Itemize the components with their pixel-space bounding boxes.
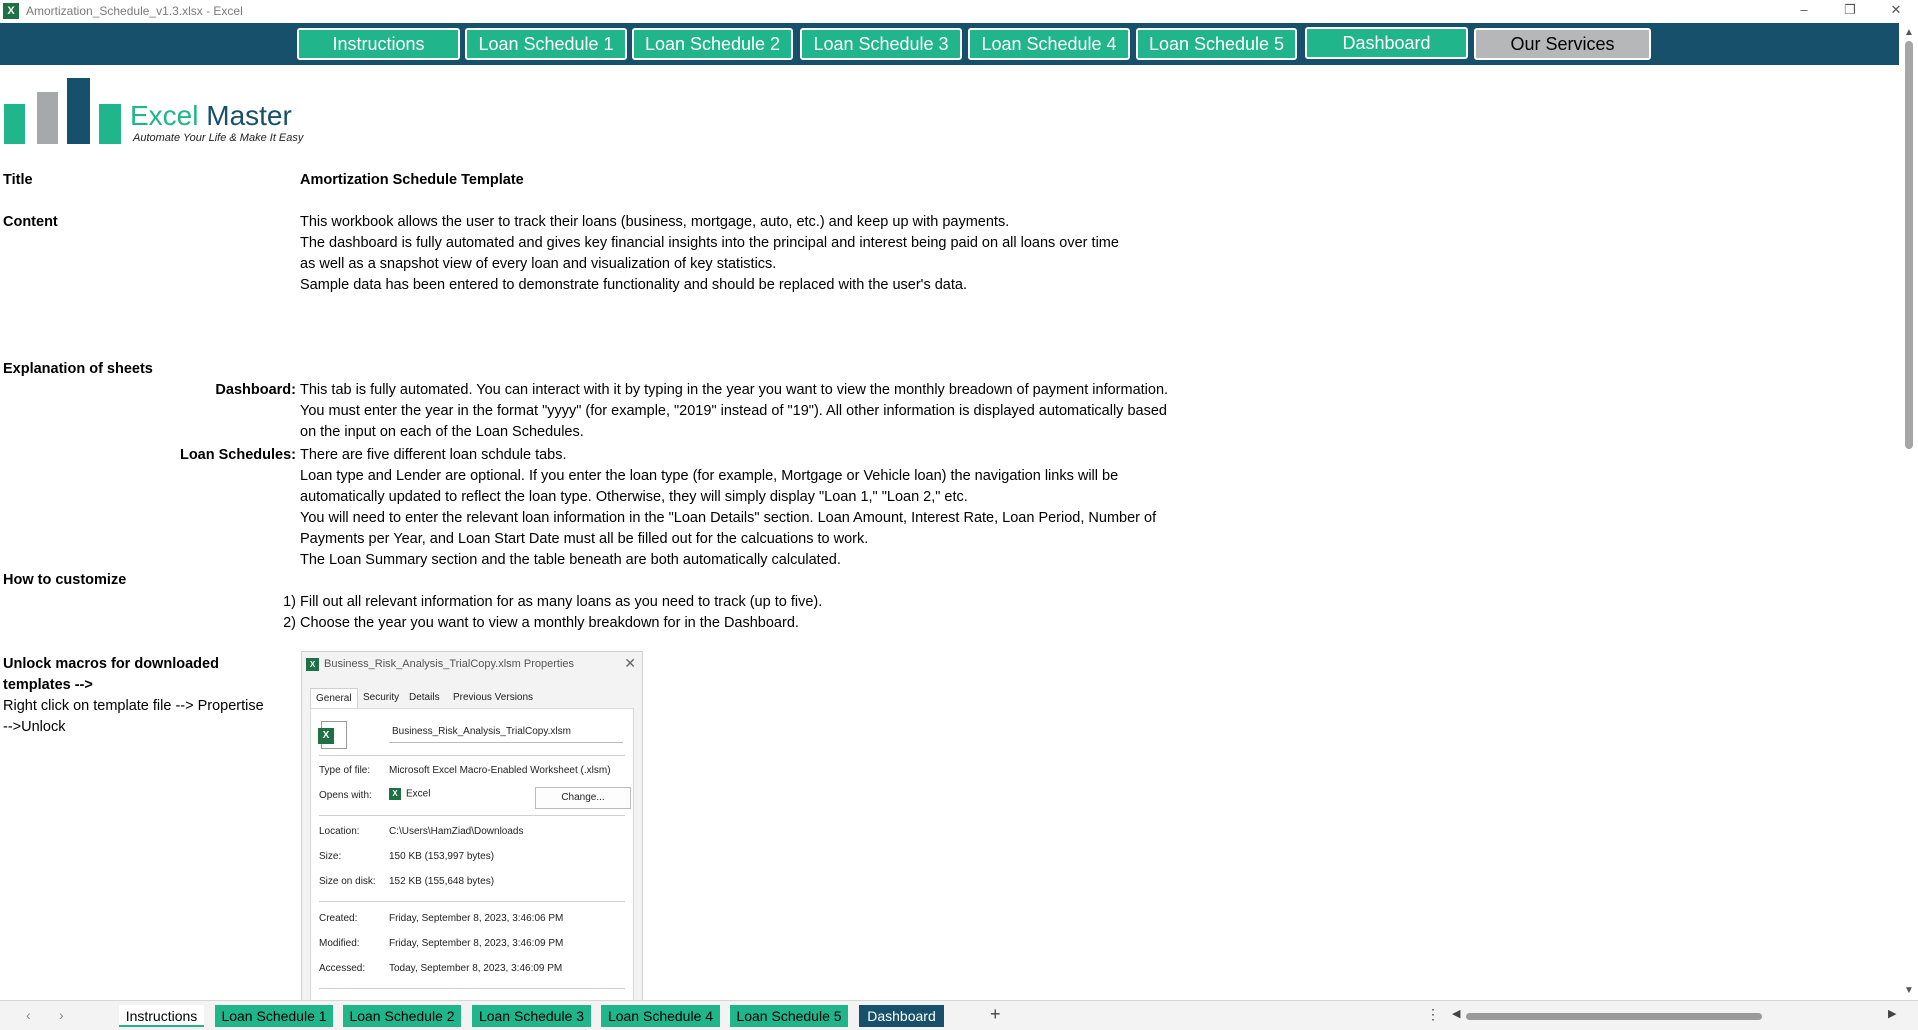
- logo-bar-icon: [99, 104, 121, 144]
- navigation-bar: [0, 23, 1899, 65]
- dashboard-line: You must enter the year in the format "yyyy" (for example, "2019" instead of "19"). All other information is displayed automatically based: [300, 403, 1167, 419]
- dialog-accessed-label: Accessed:: [319, 963, 366, 974]
- dialog-tab-security: Security: [363, 692, 400, 703]
- customize-step-number: 1): [283, 594, 296, 610]
- dialog-created-label: Created:: [319, 913, 358, 924]
- dialog-panel: [310, 708, 634, 1000]
- logo-brand-text: [130, 100, 292, 132]
- sheet-tab-loan-schedule-3[interactable]: Loan Schedule 3: [472, 1005, 591, 1027]
- next-sheet-icon[interactable]: ›: [59, 1007, 64, 1023]
- nav-instructions-button[interactable]: Instructions: [297, 28, 460, 60]
- title-label: Title: [3, 172, 33, 188]
- customize-step-text: Fill out all relevant information for as many loans as you need to track (up to five).: [300, 594, 823, 610]
- excel-file-icon: X: [321, 721, 347, 749]
- dashboard-line: on the input on each of the Loan Schedules.: [300, 424, 584, 440]
- dialog-disk-value: 152 KB (155,648 bytes): [389, 876, 495, 887]
- explanation-label: Explanation of sheets: [3, 361, 153, 377]
- nav-dashboard-button[interactable]: Dashboard: [1305, 27, 1468, 59]
- loan-schedules-line: There are five different loan schdule tabs.: [300, 447, 567, 463]
- unlock-instruction: -->Unlock: [3, 719, 66, 735]
- sheet-tab-loan-schedule-2[interactable]: Loan Schedule 2: [343, 1005, 461, 1027]
- nav-loan-schedule-5-button[interactable]: Loan Schedule 5: [1136, 28, 1297, 60]
- more-options-icon[interactable]: ⋮: [1426, 1006, 1440, 1022]
- dialog-type-label: Type of file:: [319, 765, 371, 776]
- excel-icon: X: [389, 788, 401, 800]
- logo-tagline: Automate Your Life & Make It Easy: [133, 132, 304, 144]
- window-title: Amortization_Schedule_v1.3.xlsx - Excel: [26, 4, 243, 18]
- nav-loan-schedule-3-button[interactable]: Loan Schedule 3: [800, 28, 962, 60]
- dialog-tab-general: General: [310, 688, 358, 708]
- excel-icon: X: [3, 3, 19, 19]
- dialog-divider: [319, 815, 625, 816]
- dialog-disk-label: Size on disk:: [319, 876, 376, 887]
- dialog-created-value: Friday, September 8, 2023, 3:46:06 PM: [389, 913, 564, 924]
- dialog-divider: [319, 901, 625, 902]
- dialog-opens-value: [389, 788, 430, 800]
- content-line: as well as a snapshot view of every loan and visualization of key statistics.: [300, 256, 777, 272]
- restore-button[interactable]: ❐: [1844, 2, 1856, 17]
- dashboard-label: Dashboard:: [215, 382, 296, 398]
- logo-bar-icon: [37, 92, 58, 144]
- scroll-up-icon[interactable]: ▲: [1904, 27, 1914, 38]
- content-line: Sample data has been entered to demonstrate functionality and should be replaced with the user's data.: [300, 277, 967, 293]
- sheet-tab-dashboard[interactable]: Dashboard: [859, 1005, 944, 1027]
- scroll-left-icon[interactable]: ◀: [1452, 1008, 1461, 1020]
- dialog-modified-value: Friday, September 8, 2023, 3:46:09 PM: [389, 938, 564, 949]
- nav-loan-schedule-2-button[interactable]: Loan Schedule 2: [632, 28, 793, 60]
- close-button[interactable]: ✕: [1890, 2, 1902, 17]
- sheet-tab-bar: [0, 1000, 1918, 1030]
- customize-step-number: 2): [283, 615, 296, 631]
- loan-schedules-line: Payments per Year, and Loan Start Date must all be filled out for the calcuations to work.: [300, 531, 869, 547]
- dialog-filename: Business_Risk_Analysis_TrialCopy.xlsm: [389, 723, 623, 743]
- loan-schedules-line: The Loan Summary section and the table beneath are both automatically calculated.: [300, 552, 841, 568]
- logo-bar-icon: [4, 104, 25, 144]
- prev-sheet-icon[interactable]: ‹: [26, 1007, 31, 1023]
- dialog-accessed-value: Today, September 8, 2023, 3:46:09 PM: [389, 963, 563, 974]
- title-value: Amortization Schedule Template: [300, 172, 524, 188]
- dialog-size-label: Size:: [319, 851, 342, 862]
- loan-schedules-line: Loan type and Lender are optional. If you enter the loan type (for example, Mortgage or Vehicle loan) the navigation links will be: [300, 468, 1119, 484]
- horizontal-scroll-thumb[interactable]: [1466, 1013, 1762, 1020]
- content-line: This workbook allows the user to track their loans (business, mortgage, auto, etc.) and keep up with payments.: [300, 214, 1010, 230]
- sheet-tab-instructions[interactable]: Instructions: [119, 1005, 204, 1027]
- dialog-modified-label: Modified:: [319, 938, 360, 949]
- content-line: The dashboard is fully automated and gives key financial insights into the principal and interest being paid on all loans over time: [300, 235, 1119, 251]
- nav-our-services-button[interactable]: Our Services: [1474, 28, 1651, 60]
- properties-dialog-image: [301, 651, 643, 1000]
- dialog-opens-label: Opens with:: [319, 790, 372, 801]
- vertical-scroll-thumb[interactable]: [1905, 41, 1913, 449]
- dialog-tab-details: Details: [409, 692, 440, 703]
- customize-label: How to customize: [3, 572, 127, 588]
- dialog-opens-app: Excel: [406, 788, 431, 800]
- excel-master-logo: [4, 74, 304, 144]
- unlock-instruction: Right click on template file --> Propertise: [3, 698, 264, 714]
- dashboard-line: This tab is fully automated. You can interact with it by typing in the year you want to view the monthly breadown of payment information.: [300, 382, 1169, 398]
- dialog-size-value: 150 KB (153,997 bytes): [389, 851, 495, 862]
- vertical-scrollbar[interactable]: [1900, 23, 1918, 1000]
- dialog-title: Business_Risk_Analysis_TrialCopy.xlsm Properties: [324, 658, 575, 670]
- loan-schedules-line: You will need to enter the relevant loan information in the "Loan Details" section. Loan Amount, Interest Rate, Loan Period, Number of: [300, 510, 1157, 526]
- add-sheet-icon[interactable]: +: [990, 1004, 1001, 1024]
- nav-loan-schedule-1-button[interactable]: Loan Schedule 1: [465, 28, 627, 60]
- scroll-down-icon[interactable]: ▼: [1904, 985, 1914, 996]
- sheet-tab-loan-schedule-4[interactable]: Loan Schedule 4: [601, 1005, 720, 1027]
- close-icon: ✕: [624, 655, 636, 671]
- sheet-tab-loan-schedule-5[interactable]: Loan Schedule 5: [730, 1005, 848, 1027]
- dialog-divider: [319, 988, 625, 989]
- dialog-divider: [319, 755, 625, 756]
- sheet-grid[interactable]: [0, 65, 1899, 1000]
- unlock-heading: Unlock macros for downloaded: [3, 656, 219, 672]
- content-label: Content: [3, 214, 58, 230]
- loan-schedules-label: Loan Schedules:: [179, 447, 296, 463]
- sheet-tab-loan-schedule-1[interactable]: Loan Schedule 1: [215, 1005, 333, 1027]
- dialog-location-label: Location:: [319, 826, 360, 837]
- logo-brand-master: Master: [198, 100, 292, 131]
- minimize-button[interactable]: –: [1800, 2, 1808, 17]
- dialog-change-button: Change...: [535, 787, 631, 809]
- logo-brand-excel: Excel: [130, 100, 199, 131]
- customize-step-text: Choose the year you want to view a monthly breakdown for in the Dashboard.: [300, 615, 799, 631]
- logo-bar-icon: [67, 78, 90, 144]
- window-title-bar: [0, 0, 1918, 22]
- unlock-heading: templates -->: [3, 677, 93, 693]
- excel-file-icon: X: [306, 658, 319, 671]
- loan-schedules-line: automatically updated to reflect the loan type. Otherwise, they will simply display "Loan 1," "Loan 2," etc.: [300, 489, 968, 505]
- nav-loan-schedule-4-button[interactable]: Loan Schedule 4: [968, 28, 1130, 60]
- scroll-right-icon[interactable]: ▶: [1888, 1008, 1897, 1020]
- dialog-tab-previous-versions: Previous Versions: [453, 692, 534, 703]
- dialog-location-value: C:\Users\HamZiad\Downloads: [389, 826, 524, 837]
- dialog-type-value: Microsoft Excel Macro-Enabled Worksheet (.xlsm): [389, 765, 611, 776]
- horizontal-scrollbar[interactable]: [1452, 1009, 1898, 1023]
